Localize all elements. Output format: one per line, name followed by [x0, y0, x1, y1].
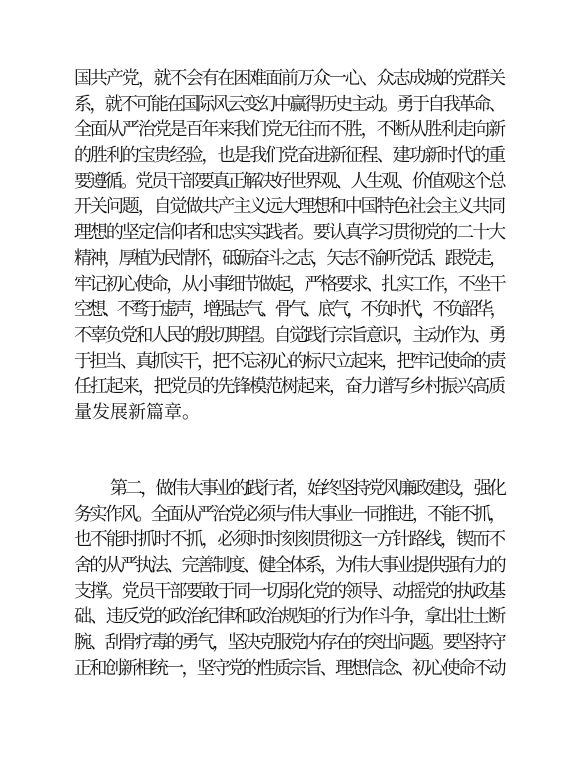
text-line: 空想、不骛于虚声，增强志气、骨气、底气，不负时代，不负韶华，	[74, 299, 504, 321]
text-line: 腕、刮骨疗毒的勇气，坚决克服党内存在的突出问题。要坚持守	[74, 632, 504, 654]
text-line: 量发展新篇章。	[74, 401, 200, 423]
text-line: 任扛起来，把党员的先锋模范树起来，奋力谱写乡村振兴高质	[74, 376, 504, 398]
text-line: 精神，厚植为民情怀，砥砺奋斗之志，矢志不渝听党话、跟党走，	[74, 247, 504, 269]
text-line: 全面从严治党是百年来我们党无往而不胜，不断从胜利走向新	[74, 119, 504, 141]
text-line: 牢记初心使命，从小事细节做起，严格要求、扎实工作，不坐干	[74, 273, 504, 295]
text-line: 务实作风。全面从严治党必须与伟大事业一同推进，不能不抓，	[74, 503, 504, 525]
text-line: 开关问题，自觉做共产主义远大理想和中国特色社会主义共同	[74, 196, 504, 218]
text-line: 也不能时抓时不抓，必须时时刻刻贯彻这一方针路线，锲而不	[74, 529, 504, 551]
text-line: 于担当、真抓实干，把不忘初心的标尺立起来，把牢记使命的责	[74, 350, 504, 372]
text-line: 础、违反党的政治纪律和政治规矩的行为作斗争，拿出壮士断	[74, 606, 504, 628]
text-line: 的胜利的宝贵经验，也是我们党奋进新征程、建功新时代的重	[74, 145, 504, 167]
paragraph-2	[74, 476, 504, 682]
text-line: 国共产党，就不会有在困难面前万众一心、众志成城的党群关	[74, 68, 504, 89]
text-line: 不辜负党和人民的殷切期望。自觉践行宗旨意识，主动作为、勇	[74, 324, 504, 346]
text-line: 舍的从严执法、完善制度、健全体系，为伟大事业提供强有力的	[74, 555, 504, 577]
text-line: 要遵循。党员干部要真正解决好世界观、人生观、价值观这个总	[74, 170, 504, 192]
text-line: 支撑。党员干部要敢于同一切弱化党的领导、动摇党的执政基	[74, 580, 504, 602]
text-line: 理想的坚定信仰者和忠实实践者。要认真学习贯彻党的二十大	[74, 222, 504, 244]
paragraph-1	[74, 66, 504, 426]
text-line: 第二，做伟大事业的践行者，始终坚持党风廉政建设，强化	[110, 478, 504, 499]
text-line: 系，就不可能在国际风云变幻中赢得历史主动。勇于自我革命、	[74, 93, 504, 115]
text-line: 正和创新相统一，坚守党的性质宗旨、理想信念、初心使命不动	[74, 657, 504, 679]
